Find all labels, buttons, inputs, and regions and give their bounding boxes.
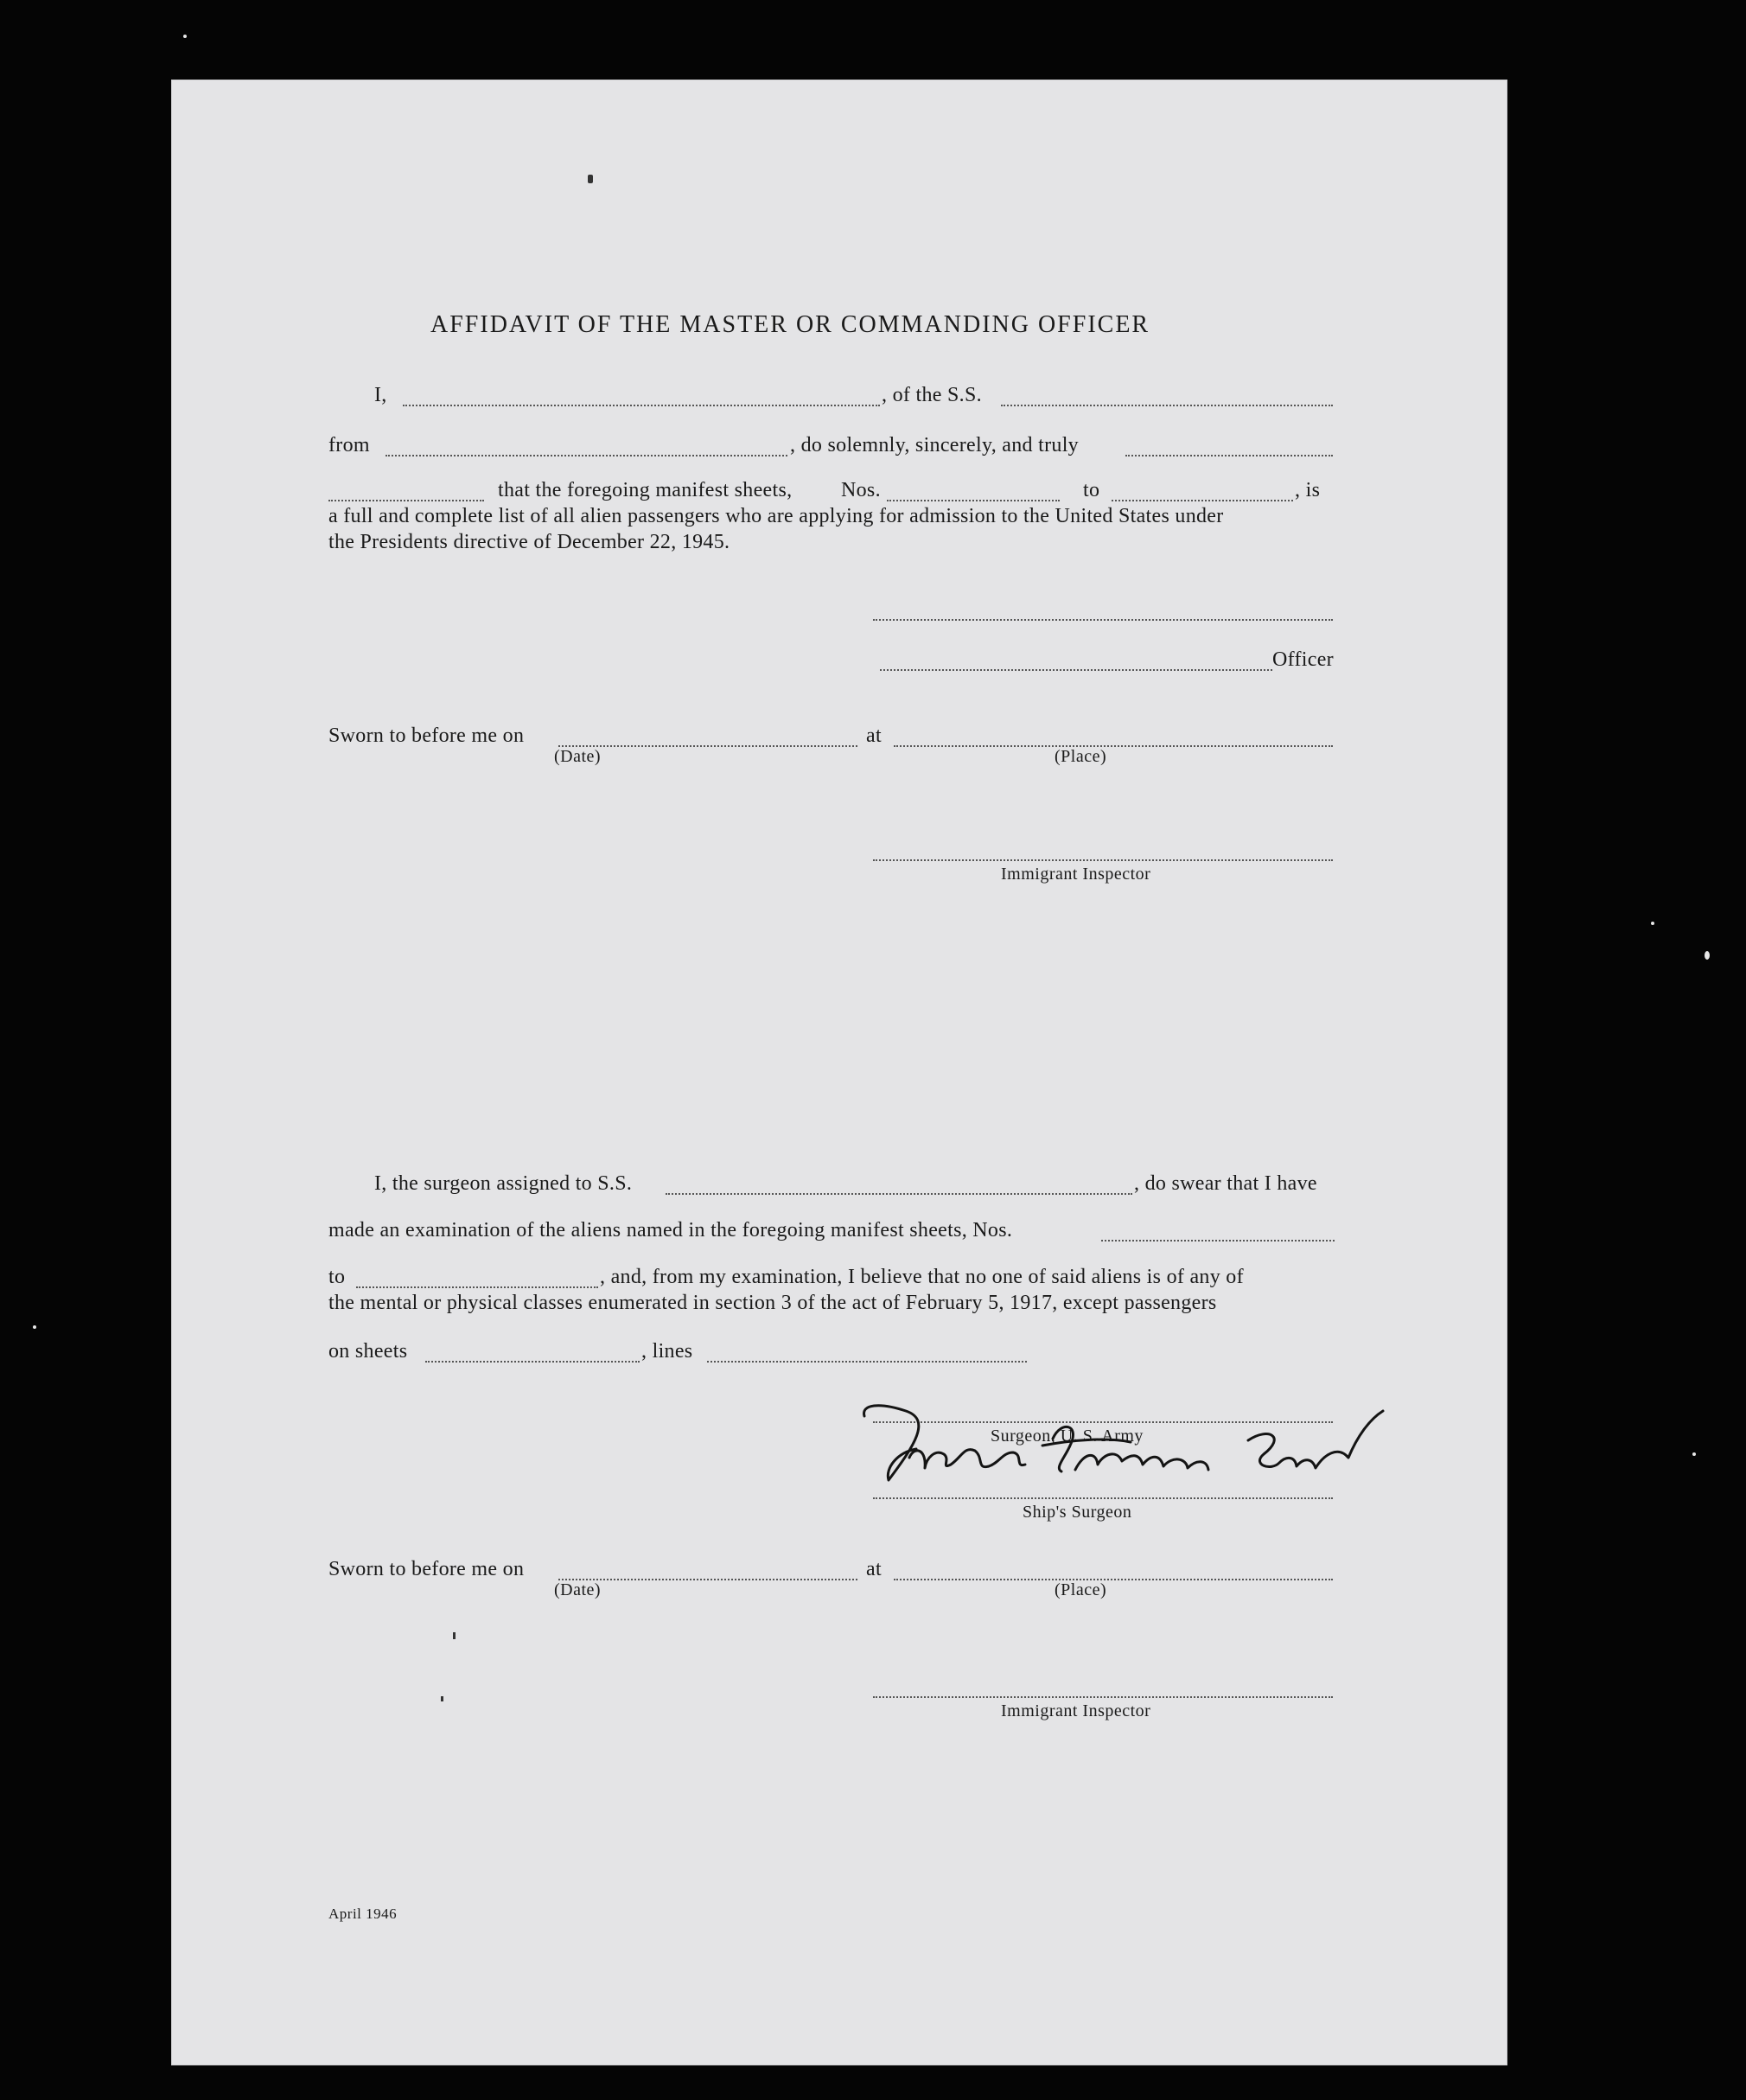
is-label: , is: [1295, 479, 1321, 501]
master-name-field[interactable]: [403, 405, 880, 406]
on-sheets-label: on sheets: [328, 1340, 408, 1363]
date-caption-2: (Date): [554, 1580, 602, 1599]
ink-speck: [453, 1632, 456, 1639]
at-label-1: at: [866, 724, 882, 747]
officer-title-line[interactable]: [880, 669, 1272, 671]
sheet-to-field[interactable]: [1112, 500, 1293, 501]
surgeon-line-3b: , and, from my examination, I believe that no one of said aliens is of any of: [600, 1266, 1244, 1288]
sworn-date-field-1[interactable]: [558, 745, 857, 747]
solemnly-label: , do solemnly, sincerely, and truly: [790, 434, 1079, 456]
place-caption-2: (Place): [1055, 1580, 1107, 1599]
inspector-label-1: Immigrant Inspector: [1001, 865, 1151, 884]
sworn-label-1: Sworn to before me on: [328, 724, 525, 747]
sworn-label-2: Sworn to before me on: [328, 1558, 525, 1580]
inspector-label-2: Immigrant Inspector: [1001, 1701, 1151, 1720]
document-title: AFFIDAVIT OF THE MASTER OR COMMANDING OFFICER: [430, 311, 1150, 338]
sworn-place-field-2[interactable]: [894, 1579, 1333, 1580]
master-i-label: I,: [374, 384, 387, 406]
ships-surgeon-line[interactable]: [873, 1497, 1333, 1499]
affidavit-page: [171, 80, 1507, 2065]
from-label: from: [328, 434, 370, 456]
surgeon-sheet-from-field[interactable]: [1101, 1240, 1335, 1241]
sheet-from-field[interactable]: [887, 500, 1060, 501]
surgeon-line-4: the mental or physical classes enumerated in section 3 of the act of February 5, 1917, except passengers: [328, 1292, 1217, 1314]
sworn-place-field-1[interactable]: [894, 745, 1333, 747]
master-signature-line[interactable]: [873, 619, 1333, 621]
army-surgeon-label: Surgeon, U. S. Army: [991, 1427, 1144, 1446]
surgeon-to-label: to: [328, 1266, 346, 1288]
officer-label: Officer: [1272, 648, 1334, 671]
swear-word-field[interactable]: [328, 500, 484, 501]
surgeon-line-1b: , do swear that I have: [1134, 1172, 1317, 1195]
master-ship-field[interactable]: [1001, 405, 1333, 406]
surgeon-sheet-to-field[interactable]: [356, 1286, 598, 1288]
lines-label: , lines: [641, 1340, 693, 1363]
form-date-footer: April 1946: [328, 1905, 398, 1922]
ships-surgeon-label: Ship's Surgeon: [1023, 1503, 1132, 1522]
date-caption-1: (Date): [554, 747, 602, 766]
to-label: to: [1083, 479, 1100, 501]
on-sheets-field[interactable]: [425, 1361, 640, 1363]
ink-speck: [588, 175, 593, 183]
surgeon-signature: [854, 1385, 1390, 1584]
surgeon-line-2: made an examination of the aliens named in the foregoing manifest sheets, Nos.: [328, 1219, 1013, 1241]
inspector-signature-line-1[interactable]: [873, 859, 1333, 861]
body-line-2: a full and complete list of all alien passengers who are applying for admission to the United States under: [328, 505, 1224, 527]
sworn-date-field-2[interactable]: [558, 1579, 857, 1580]
inspector-signature-line-2[interactable]: [873, 1696, 1333, 1698]
place-caption-1: (Place): [1055, 747, 1107, 766]
surgeon-line-1a: I, the surgeon assigned to S.S.: [374, 1172, 633, 1195]
ink-speck: [441, 1696, 443, 1701]
swear-field[interactable]: [1125, 455, 1333, 456]
lines-field[interactable]: [707, 1361, 1027, 1363]
surgeon-ship-field[interactable]: [666, 1193, 1132, 1195]
at-label-2: at: [866, 1558, 882, 1580]
port-from-field[interactable]: [386, 455, 787, 456]
manifest-sheets-label: that the foregoing manifest sheets,: [498, 479, 793, 501]
nos-label: Nos.: [841, 479, 881, 501]
of-the-ss-label: , of the S.S.: [882, 384, 982, 406]
body-line-3: the Presidents directive of December 22, 1945.: [328, 531, 730, 553]
